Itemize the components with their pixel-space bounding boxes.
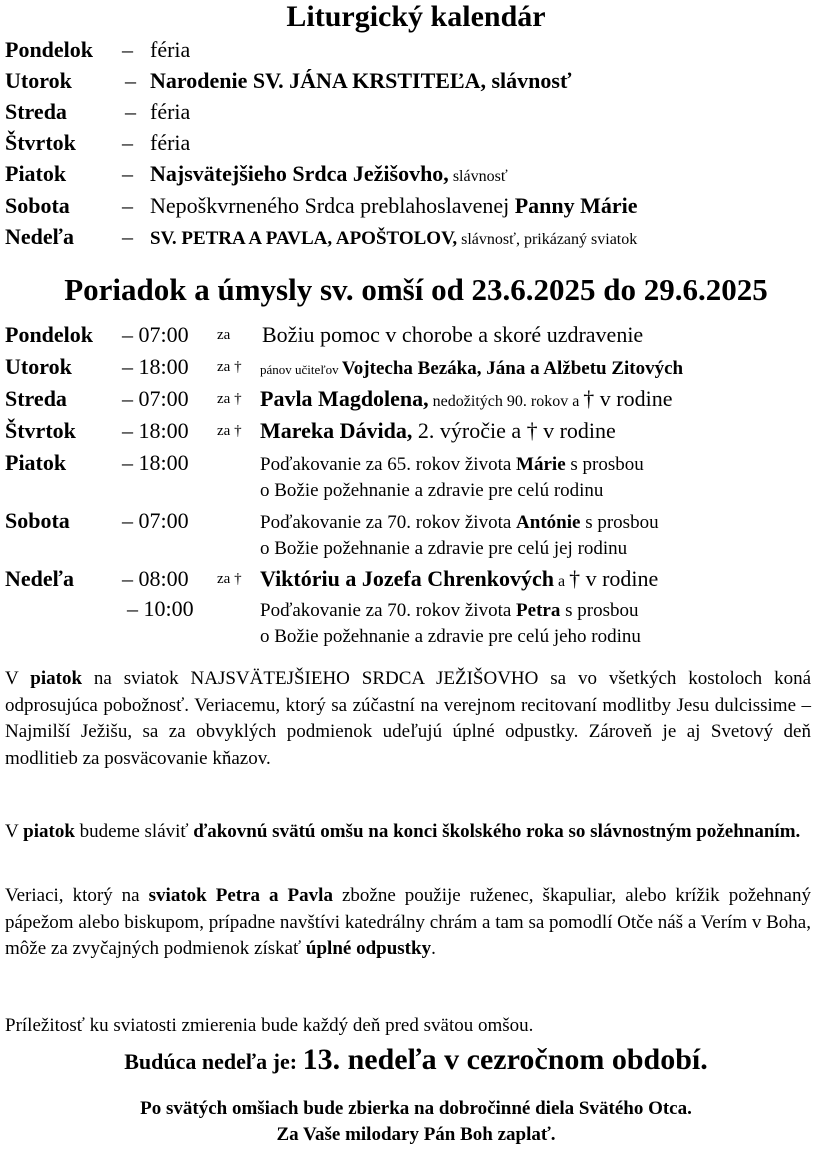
intention-text: s prosbou: [580, 512, 659, 533]
weekday-label: Pondelok: [5, 322, 94, 347]
celebration: [150, 130, 190, 156]
celebration-text: féria: [150, 99, 191, 124]
mass-intention: [260, 508, 659, 536]
weekday-label: Piatok: [5, 450, 67, 475]
weekday-label: Sobota: [5, 508, 70, 533]
mass-intention: [260, 566, 658, 595]
intention-text: Poďakovanie za 65. rokov života: [260, 454, 517, 475]
celebration-text: féria: [150, 37, 191, 62]
mass-intention: [262, 322, 643, 348]
mass-intention: [260, 354, 683, 383]
za-marker: za †: [217, 359, 242, 375]
za-marker: za †: [217, 423, 242, 439]
intention-text: 2. výročie a † v rodine: [412, 418, 616, 443]
notice-school-year-mass: [5, 819, 811, 846]
celebration-text: slávnosť, prikázaný sviatok: [457, 231, 638, 248]
mass-time: – 18:00: [122, 354, 189, 379]
intention-text: Mareka Dávida,: [260, 418, 413, 443]
intention-text: Viktóriu a Jozefa Chrenkových: [260, 566, 554, 591]
dash: –: [122, 37, 133, 62]
weekday-label: Štvrtok: [5, 130, 76, 155]
mass-schedule-heading: Poriadok a úmysly sv. omší od 23.6.2025 do 29.6.2025: [64, 272, 768, 307]
notice-text: V: [5, 821, 24, 842]
weekday-label: Utorok: [5, 68, 72, 93]
celebration: [150, 37, 190, 63]
notice-text: ďakovnú svätú omšu na konci školského roka so slávnostným požehnaním.: [193, 821, 801, 842]
dash: –: [122, 161, 133, 186]
intention-text: Poďakovanie za 70. rokov života: [260, 512, 517, 533]
notice-text: piatok: [23, 821, 75, 842]
celebration-text: féria: [150, 130, 191, 155]
next-sunday: [0, 1040, 832, 1085]
weekday-label: Sobota: [5, 193, 70, 218]
dash: –: [122, 130, 133, 155]
mass-intention: [260, 386, 673, 415]
celebration-text: Nepoškvrneného Srdca preblahoslavenej: [150, 193, 515, 218]
celebration: [150, 68, 571, 94]
celebration-text: Najsvätejšieho Srdca Ježišovho,: [150, 161, 449, 186]
celebration-text: Panny Márie: [514, 193, 638, 218]
thanks-notice: Za Vaše milodary Pán Boh zaplať.: [276, 1124, 556, 1145]
next-sunday-prefix: Budúca nedeľa je:: [124, 1049, 303, 1074]
intention-text: † v rodine: [583, 386, 673, 411]
dash: –: [122, 193, 133, 218]
notice-confession: Príležitosť ku sviatosti zmierenia bude každý deň pred svätou omšou.: [5, 1015, 534, 1036]
weekday-label: Streda: [5, 386, 67, 411]
notice-friday-devotion: [5, 666, 811, 772]
celebration: [150, 193, 638, 219]
mass-intention: [260, 418, 616, 444]
intention-text: † v rodine: [569, 566, 659, 591]
intention-text: nedožitých 90. rokov a: [428, 393, 584, 410]
collection-notice: Po svätých omšiach bude zbierka na dobročinné diela Svätého Otca.: [140, 1098, 692, 1119]
notice-text: sviatok Petra a Pavla: [148, 885, 333, 906]
celebration: [150, 224, 637, 253]
intention-text: s prosbou: [565, 454, 644, 475]
intention-text: a: [553, 573, 570, 590]
mass-time: – 10:00: [127, 596, 194, 621]
notice-text: na sviatok NAJSVÄTEJŠIEHO SRDCA JEŽIŠOVHO sa vo všetkých kostoloch koná odprosujúca pobožnosť. Veriacemu, ktorý sa zúčastní na verejnom recitovaní modlitby Jesu dulcissime – Najmilší Ježišu, sa za obvyklých podmienok udeľujú úplné odpustky. Zároveň je aj Svetový deň modlitieb za posväcovanie kňazov.: [5, 668, 811, 769]
mass-time: – 07:00: [122, 322, 189, 347]
mass-time: – 07:00: [122, 386, 189, 411]
weekday-label: Nedeľa: [5, 566, 74, 591]
weekday-label: Pondelok: [5, 37, 94, 62]
intention-line2: o Božie požehnanie a zdravie pre celú jeho rodinu: [260, 626, 641, 647]
celebration-text: Narodenie SV. JÁNA KRSTITEĽA, slávnosť: [150, 68, 572, 93]
notice-text: piatok: [30, 668, 83, 689]
notice-text: zbožne použije ruženec, škapuliar, alebo krížik požehnaný pápežom alebo biskupom, prípadne navštívi katedrálny chrám a tam sa pomodlí Otče náš a Verím v Boha, môže za zvyčajných podmienok získať: [5, 885, 811, 959]
intention-line2: o Božie požehnanie a zdravie pre celú jej rodinu: [260, 538, 628, 559]
page-title: Liturgický kalendár: [286, 0, 546, 33]
weekday-label: Štvrtok: [5, 418, 76, 443]
intention-text: Antónie: [516, 512, 581, 533]
celebration-text: SV. PETRA A PAVLA, APOŠTOLOV,: [150, 228, 458, 249]
intention-line2: o Božie požehnanie a zdravie pre celú rodinu: [260, 480, 604, 501]
weekday-label: Utorok: [5, 354, 72, 379]
notice-text: .: [431, 938, 436, 959]
dash: –: [122, 224, 133, 249]
intention-text: pánov učiteľov: [260, 362, 342, 377]
intention-text: Pavla Magdolena,: [260, 386, 429, 411]
celebration: [150, 161, 508, 190]
mass-time: – 08:00: [122, 566, 189, 591]
mass-intention: [260, 450, 644, 478]
mass-time: – 18:00: [122, 418, 189, 443]
next-sunday-name: 13. nedeľa v cezročnom období.: [302, 1043, 708, 1076]
mass-time: – 18:00: [122, 450, 189, 475]
notice-text: úplné odpustky: [305, 938, 432, 959]
intention-text: Petra: [516, 600, 561, 621]
weekday-label: Piatok: [5, 161, 67, 186]
za-marker: za †: [217, 391, 242, 407]
mass-time: – 07:00: [122, 508, 189, 533]
notice-text: V: [5, 668, 31, 689]
celebration: [150, 99, 190, 125]
intention-text: s prosbou: [560, 600, 639, 621]
intention-text: Vojtecha Bezáka, Jána a Alžbetu Zitových: [341, 358, 684, 379]
notice-text: Veriaci, ktorý na: [5, 885, 149, 906]
notice-indulgence: [5, 883, 811, 963]
intention-text: Poďakovanie za 70. rokov života: [260, 600, 517, 621]
weekday-label: Nedeľa: [5, 224, 74, 249]
intention-text: Božiu pomoc v chorobe a skoré uzdravenie: [262, 322, 644, 347]
weekday-label: Streda: [5, 99, 67, 124]
celebration-text: slávnosť: [448, 168, 508, 185]
za-marker: za †: [217, 571, 242, 587]
mass-intention: [260, 596, 638, 624]
dash: –: [125, 99, 136, 124]
za-marker: za: [217, 327, 231, 343]
notice-text: budeme sláviť: [74, 821, 194, 842]
dash: –: [125, 68, 136, 93]
intention-text: Márie: [516, 454, 566, 475]
